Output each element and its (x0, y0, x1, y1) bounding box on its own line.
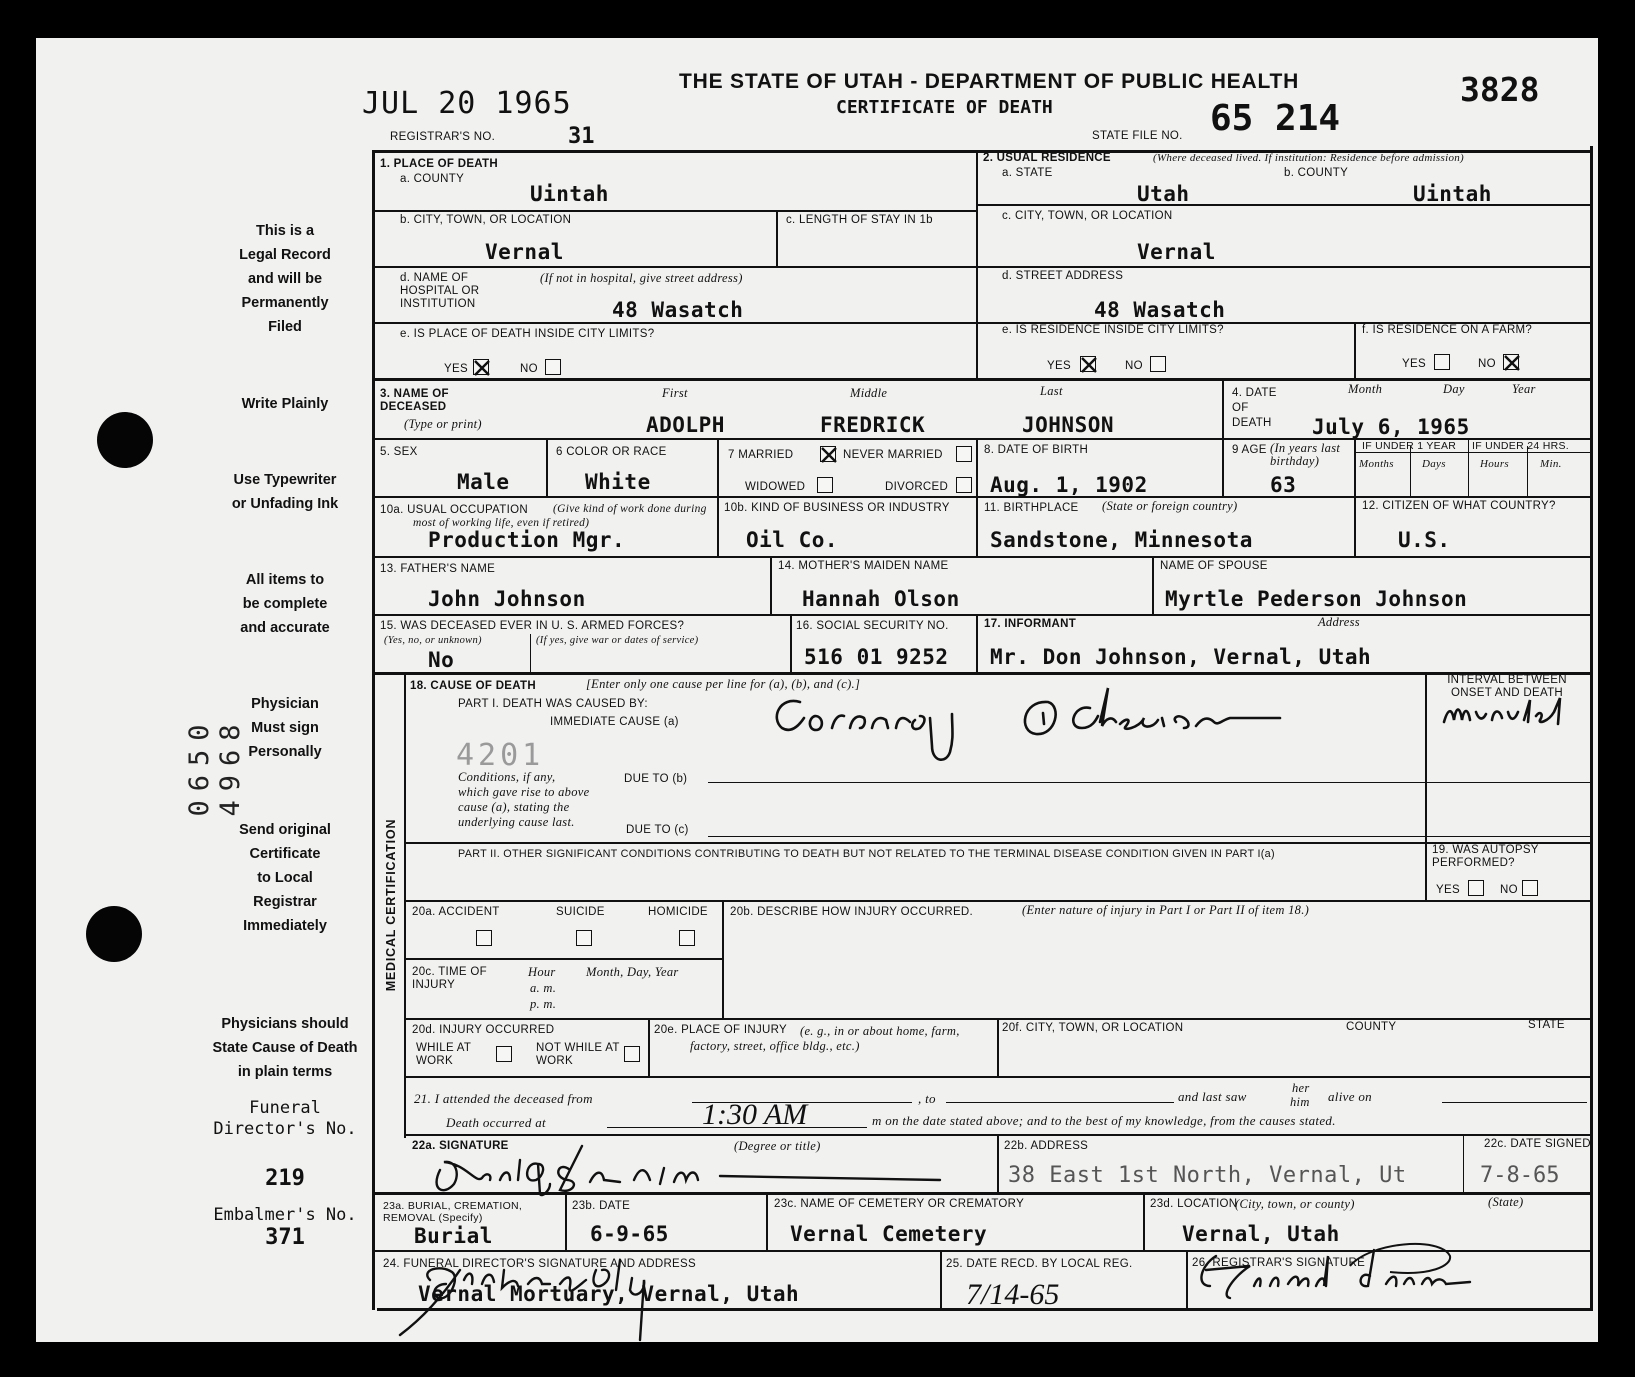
label-middle: Middle (850, 386, 888, 400)
label-accident: 20a. ACCIDENT (412, 906, 500, 918)
label-due-to-c: DUE TO (c) (626, 824, 689, 836)
sidebar-physician: Physician Must sign Personally (248, 696, 322, 760)
label-on-date: m on the date stated above; and to the best of my knowledge, from the causes stated. (872, 1113, 1336, 1128)
label-county-a: a. COUNTY (400, 173, 465, 185)
label-occupation-note: (Give kind of work done during most of working life, even if retired) (413, 503, 707, 529)
label-cemetery: 23c. NAME OF CEMETERY OR CREMATORY (774, 1198, 1025, 1210)
spouse-name: Myrtle Pederson Johnson (1165, 587, 1468, 611)
label-place-note: (e. g., in or about home, farm, factory, street, office bldg., etc.) (690, 1024, 960, 1053)
label-type-or-print: (Type or print) (404, 417, 482, 431)
label-ssn: 16. SOCIAL SECURITY NO. (796, 620, 949, 632)
checkmark-farm-no (1503, 354, 1521, 372)
business: Oil Co. (746, 528, 839, 552)
label-injury-occurred: 20d. INJURY OCCURRED (412, 1024, 555, 1036)
label-no-1: NO (520, 363, 538, 375)
label-widowed: WIDOWED (745, 481, 806, 493)
state-file-no: 65 214 (1210, 98, 1341, 139)
label-birthplace-note: (State or foreign country) (1102, 499, 1238, 513)
label-divorced: DIVORCED (885, 481, 949, 493)
sidebar-embalmer-label: Embalmer's No. (213, 1205, 357, 1225)
label-him: him (1290, 1095, 1310, 1109)
label-last-saw: and last saw (1178, 1089, 1247, 1104)
label-due-to-b: DUE TO (b) (624, 773, 688, 785)
interval-handwriting (1440, 694, 1580, 734)
label-min: Min. (1540, 458, 1562, 470)
checkbox-while-at-work[interactable] (496, 1046, 512, 1062)
label-no-3: NO (1478, 358, 1496, 370)
hospital-name: 48 Wasatch (612, 298, 744, 322)
physician-signature (420, 1140, 980, 1200)
residence-city: Vernal (1137, 240, 1216, 264)
residence-street: 48 Wasatch (1094, 298, 1226, 322)
label-residence-inside: e. IS RESIDENCE INSIDE CITY LIMITS? (1002, 324, 1224, 336)
label-city-b: b. CITY, TOWN, OR LOCATION (400, 214, 572, 226)
label-while-at-work: WHILE AT WORK (416, 1042, 472, 1067)
label-pm: p. m. (530, 997, 557, 1011)
death-time: 1:30 AM (702, 1098, 808, 1131)
label-on-farm: f. IS RESIDENCE ON A FARM? (1362, 324, 1533, 336)
label-armed-note2: (If yes, give war or dates of service) (536, 635, 699, 646)
label-part2: PART II. OTHER SIGNIFICANT CONDITIONS CONTRIBUTING TO DEATH BUT NOT RELATED TO THE TERMINAL DISEASE CONDITION GIVEN IN PART I(a) (458, 848, 1275, 860)
funeral-director-no: 219 (265, 1166, 305, 1191)
label-city-c: c. CITY, TOWN, OR LOCATION (1002, 210, 1173, 222)
checkmark-death-inside-yes (473, 359, 491, 377)
label-date-signed: 22c. DATE SIGNED (1484, 1138, 1591, 1150)
rule-3 (372, 378, 1592, 381)
disease-code: 4201 (456, 738, 545, 773)
sidebar-funeral-label: Funeral Director's No. (213, 1098, 357, 1139)
label-date-of-death: 4. DATE OF DEATH (1232, 387, 1277, 429)
middle-name: FREDRICK (820, 413, 926, 437)
label-street-d: d. STREET ADDRESS (1002, 270, 1124, 282)
cemetery-name: Vernal Cemetery (790, 1222, 988, 1246)
label-business: 10b. KIND OF BUSINESS OR INDUSTRY (724, 502, 950, 514)
label-yes-3: YES (1402, 358, 1426, 370)
registrar-no: 31 (568, 124, 595, 149)
label-length-of-stay: c. LENGTH OF STAY IN 1b (786, 214, 933, 226)
label-describe-injury: 20b. DESCRIBE HOW INJURY OCCURRED. (730, 906, 974, 918)
label-under-1-year: IF UNDER 1 YEAR (1362, 440, 1457, 452)
label-sex: 5. SEX (380, 446, 418, 458)
label-address: Address (1318, 615, 1360, 629)
checkbox-accident[interactable] (476, 930, 492, 946)
label-homicide: HOMICIDE (648, 906, 708, 918)
label-day: Day (1443, 382, 1465, 396)
label-age: 9 AGE (1232, 444, 1267, 456)
divider-1-2 (976, 150, 978, 378)
checkbox-widowed[interactable] (817, 477, 833, 493)
checkbox-autopsy-no[interactable] (1522, 880, 1538, 896)
date-received: 7/14-65 (966, 1278, 1060, 1311)
sidebar-use-typewriter: Use Typewriter or Unfading Ink (231, 472, 339, 512)
label-year: Year (1512, 382, 1536, 396)
label-married: 7 MARRIED (728, 449, 794, 461)
label-dob: 8. DATE OF BIRTH (984, 444, 1089, 456)
physician-address: 38 East 1st North, Vernal, Ut (1008, 1163, 1407, 1188)
label-funeral-director: 24. FUNERAL DIRECTOR'S SIGNATURE AND ADDRESS (383, 1258, 696, 1270)
label-citizen: 12. CITIZEN OF WHAT COUNTRY? (1362, 500, 1556, 512)
cause-of-death-handwriting (760, 688, 1320, 778)
checkbox-farm-yes[interactable] (1434, 354, 1450, 370)
label-address-b: 22b. ADDRESS (1004, 1140, 1089, 1152)
label-burial: 23a. BURIAL, CREMATION, REMOVAL (Specify) (383, 1200, 523, 1224)
label-last: Last (1040, 384, 1063, 398)
date-stamp: JUL 20 1965 (362, 86, 572, 121)
punch-hole-bottom (86, 906, 142, 962)
registrar-no-label: REGISTRAR'S NO. (390, 131, 496, 143)
date-signed: 7-8-65 (1480, 1163, 1560, 1188)
label-date-b: 23b. DATE (572, 1200, 631, 1212)
corner-number: 3828 (1460, 70, 1540, 109)
label-month: Month (1348, 382, 1383, 396)
label-time-of-injury: 20c. TIME OF INJURY (412, 966, 487, 991)
informant: Mr. Don Johnson, Vernal, Utah (990, 645, 1372, 669)
registrar-signature (1190, 1236, 1530, 1306)
medical-strip-divider (404, 672, 406, 1138)
label-birthplace: 11. BIRTHPLACE (984, 502, 1079, 514)
death-county: Uintah (530, 182, 609, 206)
label-race: 6 COLOR OR RACE (556, 446, 667, 458)
checkbox-autopsy-yes[interactable] (1468, 880, 1484, 896)
mother-name: Hannah Olson (802, 587, 960, 611)
label-not-while-at-work: NOT WHILE AT WORK (536, 1042, 620, 1067)
date-of-death: July 6, 1965 (1312, 415, 1470, 439)
label-usual-residence-note: (Where deceased lived. If institution: Residence before admission) (1153, 152, 1465, 164)
sex: Male (457, 470, 510, 494)
label-cause-of-death: 18. CAUSE OF DEATH (410, 680, 536, 692)
race: White (585, 470, 651, 494)
label-suicide: SUICIDE (556, 906, 605, 918)
last-name: JOHNSON (1022, 413, 1115, 437)
disposition: Burial (414, 1224, 493, 1248)
sidebar-write-plainly: Write Plainly (241, 396, 329, 412)
label-degree: (Degree or title) (734, 1139, 821, 1153)
label-county-b: b. COUNTY (1284, 167, 1349, 179)
age: 63 (1270, 473, 1297, 497)
medical-certification-label: MEDICAL CERTIFICATION (384, 818, 398, 992)
citizen: U.S. (1398, 528, 1451, 552)
checkmark-residence-inside-yes (1080, 356, 1098, 374)
label-place-of-death: 1. PLACE OF DEATH (380, 158, 498, 170)
label-registrar-signature: 26. REGISTRAR'S SIGNATURE (1192, 1257, 1366, 1269)
label-hour: Hour (528, 965, 556, 979)
label-state-a: a. STATE (1002, 167, 1053, 179)
death-city: Vernal (485, 240, 564, 264)
label-conditions: Conditions, if any, which gave rise to above cause (a), stating the underlying cause last. (458, 770, 590, 829)
checkbox-never-married[interactable] (956, 446, 972, 462)
label-name-deceased: 3. NAME OF DECEASED (380, 388, 449, 413)
label-death-occurred: Death occurred at (446, 1115, 546, 1130)
label-location-note: (City, town, or county) (1235, 1197, 1355, 1211)
label-to: , to (918, 1091, 936, 1106)
label-father: 13. FATHER'S NAME (380, 563, 496, 575)
label-autopsy-yes: YES (1436, 884, 1460, 896)
label-am: a. m. (530, 981, 557, 995)
cemetery-location: Vernal, Utah (1182, 1222, 1340, 1246)
checkbox-divorced[interactable] (956, 477, 972, 493)
funeral-director-signature (400, 1240, 800, 1340)
label-inside-city: e. IS PLACE OF DEATH INSIDE CITY LIMITS? (400, 328, 655, 340)
label-hospital-note: (If not in hospital, give street address) (540, 271, 743, 285)
checkbox-residence-inside-no[interactable] (1150, 356, 1166, 372)
label-armed-note1: (Yes, no, or unknown) (384, 635, 482, 646)
checkbox-not-while-at-work[interactable] (624, 1046, 640, 1062)
label-usual-residence: 2. USUAL RESIDENCE (983, 152, 1111, 164)
label-signature: 22a. SIGNATURE (412, 1140, 509, 1152)
label-under-24: IF UNDER 24 HRS. (1472, 440, 1569, 452)
label-location-d: 23d. LOCATION (1150, 1198, 1238, 1210)
label-first: First (662, 386, 688, 400)
rule-18 (372, 672, 1592, 675)
label-days: Days (1422, 458, 1446, 470)
residence-state: Utah (1137, 182, 1190, 206)
frame-left (372, 152, 375, 1310)
label-hospital: d. NAME OF HOSPITAL OR INSTITUTION (400, 272, 480, 310)
form-title: CERTIFICATE OF DEATH (836, 97, 1053, 118)
label-never-married: NEVER MARRIED (843, 449, 943, 461)
label-state-paren: (State) (1488, 1195, 1524, 1209)
checkbox-death-inside-no[interactable] (545, 359, 561, 375)
label-city-f: 20f. CITY, TOWN, OR LOCATION (1002, 1022, 1184, 1034)
occupation: Production Mgr. (428, 528, 626, 552)
label-date-recd: 25. DATE RECD. BY LOCAL REG. (946, 1258, 1133, 1270)
punch-hole-top (97, 412, 153, 468)
label-yes-2: YES (1047, 360, 1071, 372)
label-informant: 17. INFORMANT (984, 618, 1077, 630)
label-attended: 21. I attended the deceased from (414, 1091, 593, 1106)
label-no-2: NO (1125, 360, 1143, 372)
label-immediate-cause: IMMEDIATE CAUSE (a) (550, 716, 679, 728)
armed-forces: No (428, 648, 455, 672)
label-hours: Hours (1480, 458, 1510, 470)
checkbox-suicide[interactable] (576, 930, 592, 946)
sidebar-physicians-should: Physicians should State Cause of Death in plain terms (212, 1016, 358, 1080)
label-autopsy: 19. WAS AUTOPSY PERFORMED? (1432, 844, 1539, 869)
label-part1: PART I. DEATH WAS CAUSED BY: (458, 698, 648, 710)
sidebar-all-items: All items to be complete and accurate (240, 572, 330, 636)
state-file-label: STATE FILE NO. (1092, 130, 1183, 142)
label-mother: 14. MOTHER'S MAIDEN NAME (778, 560, 949, 572)
checkbox-homicide[interactable] (679, 930, 695, 946)
label-interval: INTERVAL BETWEEN ONSET AND DEATH (1447, 674, 1567, 699)
father-name: John Johnson (428, 587, 586, 611)
burial-date: 6-9-65 (590, 1222, 669, 1246)
label-autopsy-no: NO (1500, 884, 1518, 896)
label-alive-on: alive on (1328, 1089, 1372, 1104)
label-occupation: 10a. USUAL OCCUPATION (380, 504, 528, 516)
label-month-day-year: Month, Day, Year (586, 965, 679, 979)
label-injury-state: STATE (1528, 1019, 1565, 1031)
sidebar-send-original: Send original Certificate to Local Registrar Immediately (239, 822, 331, 934)
label-her: her (1292, 1081, 1310, 1095)
birthplace: Sandstone, Minnesota (990, 528, 1253, 552)
label-place-of-injury: 20e. PLACE OF INJURY (654, 1024, 787, 1036)
label-injury-county: COUNTY (1346, 1021, 1397, 1033)
ssn: 516 01 9252 (804, 645, 949, 669)
label-armed-forces: 15. WAS DECEASED EVER IN U. S. ARMED FORCES? (380, 620, 685, 632)
serial-number: 0650 4968 (184, 715, 246, 817)
label-age-note: (In years last birthday) (1270, 441, 1341, 468)
sidebar-legal-record: This is a Legal Record and will be Permanently Filed (239, 223, 331, 335)
label-months: Months (1359, 458, 1394, 470)
label-cause-note: [Enter only one cause per line for (a), (b), and (c).] (586, 677, 861, 691)
funeral-home: Vernal Mortuary, Vernal, Utah (418, 1282, 800, 1306)
label-spouse: NAME OF SPOUSE (1160, 560, 1268, 572)
checkmark-married (820, 446, 838, 464)
embalmer-no: 371 (265, 1225, 305, 1250)
first-name: ADOLPH (646, 413, 725, 437)
residence-county: Uintah (1413, 182, 1492, 206)
label-describe-note: (Enter nature of injury in Part I or Part II of item 18.) (1022, 903, 1310, 917)
date-of-birth: Aug. 1, 1902 (990, 473, 1148, 497)
label-yes-1: YES (444, 363, 468, 375)
agency-title: THE STATE OF UTAH - DEPARTMENT OF PUBLIC HEALTH (679, 70, 1300, 93)
